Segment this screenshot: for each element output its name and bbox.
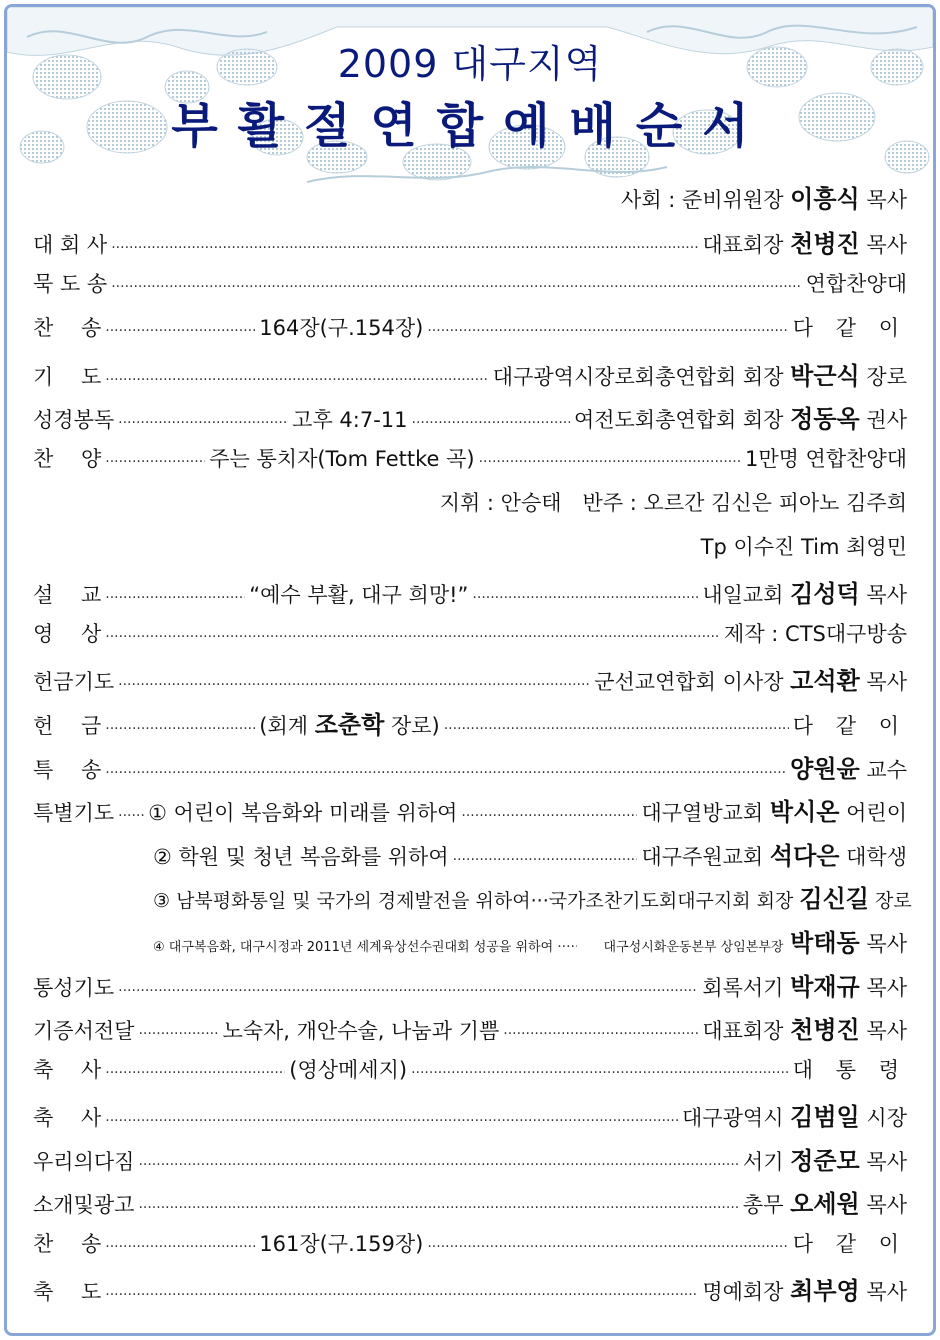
leader-dots: [111, 272, 801, 293]
leader-dots: [105, 1106, 678, 1127]
leader-dots: [118, 408, 288, 429]
right-name: 정동옥: [790, 405, 860, 433]
item-label: 영 상: [33, 622, 102, 646]
item-mid: 노숙자, 개안수술, 나눔과 기쁨: [222, 1019, 500, 1043]
right-pre: ···국가조찬기도회대구지회 회장: [530, 890, 794, 912]
leader-dots: [138, 1019, 218, 1040]
item-label: 찬 양: [33, 447, 102, 471]
right-suf: 장로: [875, 890, 912, 912]
leader-dots: [557, 932, 577, 953]
emcee-line: [621, 179, 907, 214]
item-right: [493, 356, 907, 391]
leader-dots: [479, 447, 741, 468]
program-item: [33, 312, 907, 342]
item-right: [702, 1010, 907, 1045]
program-item: [33, 399, 907, 433]
item-mid: [259, 705, 439, 740]
emcee-name: 이흥식: [790, 185, 860, 213]
item-right: [702, 1271, 907, 1306]
right-pre: 대표회장: [702, 233, 784, 257]
right-suf: 목사: [866, 1193, 907, 1217]
program-item: [33, 268, 907, 298]
special-prayer-item: [153, 923, 907, 957]
item-label: 찬 송: [33, 1232, 102, 1256]
program-item: [33, 1054, 907, 1084]
right-pre: 대구성시화운동본부 상임본부장: [603, 940, 784, 955]
item-label: 헌 금: [33, 714, 102, 738]
item-right: [531, 879, 912, 914]
item-right: [682, 1097, 907, 1132]
item-right: 1만명 연합찬양대: [744, 447, 907, 471]
leader-dots: [427, 316, 788, 337]
program-item: [33, 224, 907, 258]
right-pre: 대표회장: [702, 1019, 784, 1043]
right-name: 정준모: [790, 1147, 860, 1175]
right-suf: 어린이: [846, 801, 907, 825]
item-label: 설 교: [33, 583, 102, 607]
leader-dots: [472, 583, 698, 604]
item-right: [574, 399, 907, 434]
item-right: 연합찬양대: [805, 272, 907, 296]
right-name: 양원윤: [790, 755, 860, 783]
item-label: 축 사: [33, 1106, 102, 1130]
item-label: 찬 송: [33, 316, 102, 340]
program-item: [33, 1184, 907, 1218]
program-item: [33, 1010, 907, 1044]
leader-dots: [412, 408, 570, 429]
right-name: 최부영: [790, 1277, 860, 1305]
item-right: [604, 923, 907, 958]
leader-dots: [461, 801, 637, 822]
right-suf: 목사: [866, 1280, 907, 1304]
item-mid: 161장(구.159장): [259, 1232, 424, 1256]
item-right: [641, 836, 907, 871]
right-name: 박시온: [769, 798, 840, 826]
item-mid: 고후 4:7-11: [292, 408, 408, 432]
program-item: [33, 618, 907, 648]
right-name: 오세원: [790, 1190, 860, 1218]
right-pre: 대구열방교회: [641, 801, 764, 825]
page-title: 부활절연합예배순서: [171, 98, 769, 154]
leader-dots: [105, 714, 255, 735]
right-pre: 대구광역시: [682, 1106, 784, 1130]
right-suf: 시장: [866, 1106, 907, 1130]
leader-dots: [105, 1232, 255, 1253]
prayer-topic: ② 학원 및 청년 복음화를 위하여: [153, 845, 449, 869]
right-name: 박태동: [790, 929, 860, 957]
item-label: 축 사: [33, 1058, 102, 1082]
prayer-topic: ④ 대구복음화, 대구시정과 2011년 세계육상선수권대회 성공을 위하여: [153, 940, 554, 955]
mid-pre: (회계: [259, 714, 309, 738]
leader-dots: [105, 1280, 698, 1301]
program-item: [33, 1228, 907, 1258]
title-year-region: 2009 대구지역: [337, 42, 603, 86]
item-right: 다 같 이: [792, 1232, 907, 1256]
item-right: [743, 1184, 907, 1219]
program-sheet: [4, 4, 936, 1336]
right-pre: 대구주원교회: [641, 845, 764, 869]
leader-dots: [105, 316, 255, 337]
leader-dots: [105, 758, 786, 779]
special-prayer-item: [33, 792, 907, 826]
item-mid: (영상메세지): [289, 1058, 408, 1082]
program-item: [33, 967, 907, 1001]
program-item: [33, 356, 907, 390]
prayer-topic: ③ 남북평화통일 및 국가의 경제발전을 위하여: [153, 890, 531, 912]
item-label: 대 회 사: [33, 233, 108, 257]
item-label: 특별기도: [33, 801, 115, 825]
item-right: 대 통 령: [792, 1058, 907, 1082]
item-right: [594, 661, 907, 696]
item-right: [702, 574, 907, 609]
right-suf: 목사: [866, 233, 907, 257]
program-item: [33, 1271, 907, 1305]
right-suf: 목사: [866, 670, 907, 694]
special-prayer-item: [153, 879, 912, 913]
leader-dots: [111, 233, 698, 254]
right-name: 박근식: [790, 362, 860, 390]
right-suf: 목사: [866, 932, 907, 956]
leader-dots: [118, 976, 698, 997]
special-prayer-item: [153, 836, 907, 870]
leader-dots: [503, 1019, 698, 1040]
choir-staff-line2: Tp 이수진 Tim 최영민: [700, 535, 907, 559]
mid-suf: 장로): [390, 714, 440, 738]
item-right: [702, 224, 907, 259]
leader-dots: [453, 845, 638, 866]
program-item: [33, 1141, 907, 1175]
program-item: [33, 1097, 907, 1131]
item-mid: 주는 통치자(Tom Fettke 곡): [209, 447, 475, 471]
leader-dots: [105, 1058, 285, 1079]
right-pre: 서기: [742, 1150, 784, 1174]
leader-dots: [105, 583, 245, 604]
item-label: 우리의다짐: [33, 1150, 135, 1174]
item-mid: “예수 부활, 대구 희망!”: [249, 583, 469, 607]
leader-dots: [411, 1058, 789, 1079]
prayer-topic: ① 어린이 복음화와 미래를 위하여: [148, 801, 458, 825]
right-pre: 내일교회: [702, 583, 784, 607]
mid-name: 조춘학: [314, 711, 385, 739]
item-right: [743, 1141, 907, 1176]
item-label: 묵 도 송: [33, 272, 108, 296]
item-right: 다 같 이: [792, 316, 907, 340]
item-right: [790, 749, 907, 784]
item-label: 축 도: [33, 1280, 102, 1304]
right-pre: 회록서기: [702, 976, 784, 1000]
item-right: 제작 : CTS대구방송: [724, 622, 907, 646]
right-suf: 목사: [866, 976, 907, 1000]
item-label: 특 송: [33, 758, 102, 782]
item-mid: 164장(구.154장): [259, 316, 424, 340]
leader-dots: [118, 670, 590, 691]
right-pre: 명예회장: [702, 1280, 784, 1304]
item-label: 통성기도: [33, 976, 115, 1000]
program-item: [33, 705, 907, 739]
program-item: [33, 661, 907, 695]
program-item: [33, 443, 907, 473]
item-label: 헌금기도: [33, 670, 115, 694]
right-name: 천병진: [790, 230, 860, 258]
right-name: 박재규: [790, 973, 860, 1001]
right-name: 김성덕: [790, 580, 860, 608]
item-label: 기 도: [33, 365, 102, 389]
right-pre: 여전도회총연합회 회장: [573, 408, 784, 432]
item-right: [641, 792, 907, 827]
right-suf: 목사: [866, 1150, 907, 1174]
leader-dots: [105, 622, 720, 643]
leader-dots: [427, 1232, 788, 1253]
right-name: 석다은: [769, 842, 840, 870]
emcee-suffix: 목사: [866, 188, 907, 212]
right-name: 김신길: [799, 885, 869, 913]
item-label: 성경봉독: [33, 408, 115, 432]
leader-dots: [105, 365, 489, 386]
leader-dots: [444, 714, 789, 735]
program-item: [33, 574, 907, 608]
right-suf: 목사: [866, 1019, 907, 1043]
right-name: 고석환: [790, 667, 860, 695]
right-name: 천병진: [790, 1016, 860, 1044]
right-suf: 권사: [866, 408, 907, 432]
item-right: 다 같 이: [792, 714, 907, 738]
right-pre: 총무: [742, 1193, 784, 1217]
choir-staff-line1: 지휘 : 안승태 반주 : 오르간 김신은 피아노 김주희: [439, 491, 907, 515]
right-pre: 군선교연합회 이사장: [594, 670, 784, 694]
program-item: [33, 749, 907, 783]
right-suf: 장로: [866, 365, 907, 389]
right-suf: 목사: [866, 583, 907, 607]
leader-dots: [105, 447, 205, 468]
right-name: 김범일: [790, 1103, 860, 1131]
right-suf: 교수: [866, 758, 907, 782]
item-right: [702, 967, 907, 1002]
emcee-prefix: 사회 : 준비위원장: [621, 188, 784, 212]
right-pre: 대구광역시장로회총연합회 회장: [492, 365, 784, 389]
leader-dots: [138, 1193, 738, 1214]
item-label: 기증서전달: [33, 1019, 135, 1043]
leader-dots: [138, 1150, 738, 1171]
item-label: 소개및광고: [33, 1193, 135, 1217]
leader-dots: [118, 801, 144, 822]
right-suf: 대학생: [846, 845, 907, 869]
